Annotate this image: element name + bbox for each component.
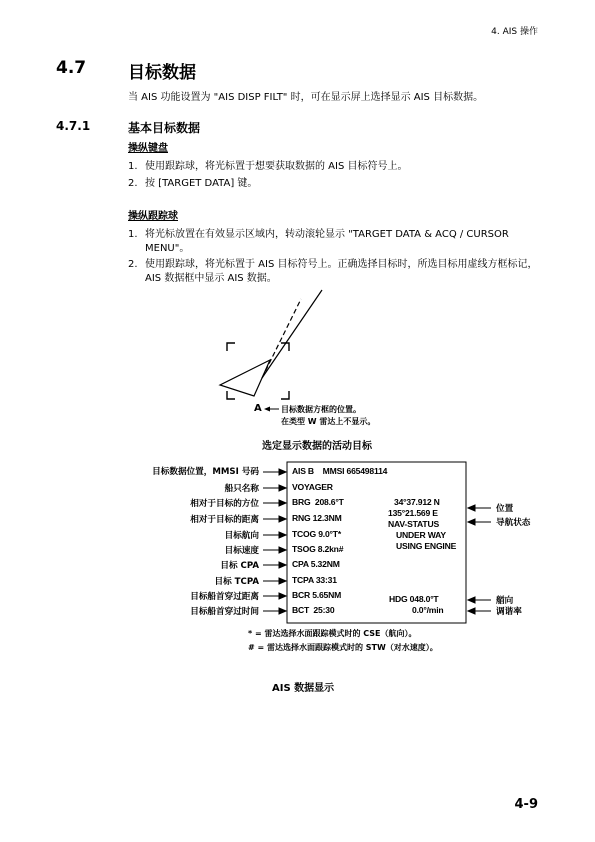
- box-brg: BRG 208.6°T: [292, 497, 344, 507]
- figure-caption-1: 选定显示数据的活动目标: [262, 441, 372, 452]
- label-position-mmsi: 目标数据位置，MMSI 号码: [152, 467, 259, 477]
- left-arrow-head: [279, 608, 286, 614]
- label-bcr: 目标船首穿过距离: [190, 592, 259, 602]
- label-course: 目标航向: [224, 531, 259, 541]
- box-tcog: TCOG 9.0°T*: [292, 529, 341, 539]
- box-heading: HDG 048.0°T: [389, 594, 439, 604]
- keyboard-heading: 操纵键盘: [128, 143, 168, 154]
- right-arrow-head: [468, 608, 475, 614]
- box-cpa: CPA 5.32NM: [292, 559, 340, 569]
- trackball-heading: 操纵跟踪球: [128, 211, 178, 222]
- section-number: 4.7: [56, 58, 87, 78]
- box-tcpa: TCPA 33:31: [292, 575, 337, 585]
- leader-line-2: 在类型 W 雷达上不显示。: [281, 417, 376, 426]
- label-tcpa: 目标 TCPA: [214, 577, 259, 587]
- left-arrow-head: [279, 532, 286, 538]
- left-arrow-head: [279, 485, 286, 491]
- note-stw: # = 雷达选择水面跟踪模式时的 STW（对水速度）。: [248, 643, 438, 652]
- box-bct: BCT 25:30: [292, 605, 335, 615]
- label-speed: 目标速度: [224, 546, 259, 556]
- subsection-title: 基本目标数据: [128, 121, 201, 135]
- label-nav-status: 导航状态: [496, 518, 531, 528]
- leader-line-1: 目标数据方框的位置。: [281, 405, 361, 414]
- box-ais-mmsi: AIS B MMSI 665498114: [292, 466, 388, 476]
- box-under-way: UNDER WAY: [396, 530, 446, 540]
- page-number: 4-9: [514, 797, 538, 812]
- box-longitude: 135°21.569 E: [388, 508, 438, 518]
- step-text: 按 [TARGET DATA] 键。: [145, 178, 258, 189]
- box-bcr: BCR 5.65NM: [292, 590, 342, 600]
- left-arrow-head: [279, 547, 286, 553]
- left-arrow-head: [279, 516, 286, 522]
- point-a-label: A: [254, 403, 262, 414]
- left-arrow-head: [279, 562, 286, 568]
- box-latitude: 34°37.912 N: [394, 497, 440, 507]
- step-number: 1.: [128, 229, 138, 240]
- right-arrow-head: [468, 505, 475, 511]
- label-bct: 目标船首穿过时间: [190, 607, 259, 617]
- left-arrow-head: [279, 469, 286, 475]
- step-text: 将光标放置在有效显示区域内，转动滚轮显示 "TARGET DATA & ACQ / CURSOR MENU"。: [145, 229, 509, 254]
- step-text: 使用跟踪球，将光标置于想要获取数据的 AIS 目标符号上。: [145, 161, 408, 172]
- left-arrow-head: [279, 578, 286, 584]
- step-number: 2.: [128, 259, 138, 270]
- section-title: 目标数据: [128, 63, 196, 83]
- right-arrow-head: [468, 597, 475, 603]
- box-using-engine: USING ENGINE: [396, 541, 457, 551]
- label-cpa: 目标 CPA: [220, 561, 259, 571]
- label-ship-name: 船只名称: [224, 484, 259, 494]
- right-arrow-head: [468, 519, 475, 525]
- section-intro: 当 AIS 功能设置为 "AIS DISP FILT" 时，可在显示屏上选择显示 AIS 目标数据。: [128, 92, 484, 103]
- label-bearing: 相对于目标的方位: [190, 499, 259, 509]
- step-text: 使用跟踪球，将光标置于 AIS 目标符号上。正确选择目标时，所选目标用虚线方框标记，AIS 数据框中显示 AIS 数据。: [145, 259, 538, 284]
- label-heading: 艏向: [496, 596, 514, 606]
- figure-caption-2: AIS 数据显示: [272, 683, 335, 694]
- box-ship-name: VOYAGER: [292, 482, 333, 492]
- left-arrow-head: [279, 593, 286, 599]
- left-arrow-head: [279, 500, 286, 506]
- running-header: 4. AIS 操作: [491, 27, 538, 37]
- label-range: 相对于目标的距离: [190, 515, 259, 525]
- box-rot: 0.0°/min: [412, 605, 444, 615]
- step-number: 1.: [128, 161, 138, 172]
- box-tsog: TSOG 8.2kn#: [292, 544, 344, 554]
- note-cse: * = 雷达选择水面跟踪模式时的 CSE（航向）。: [248, 629, 417, 638]
- step-number: 2.: [128, 178, 138, 189]
- subsection-number: 4.7.1: [56, 119, 91, 133]
- label-rate-of-turn: 调谐率: [496, 607, 522, 617]
- box-nav-status: NAV-STATUS: [388, 519, 439, 529]
- box-rng: RNG 12.3NM: [292, 513, 342, 523]
- label-position: 位置: [496, 504, 514, 514]
